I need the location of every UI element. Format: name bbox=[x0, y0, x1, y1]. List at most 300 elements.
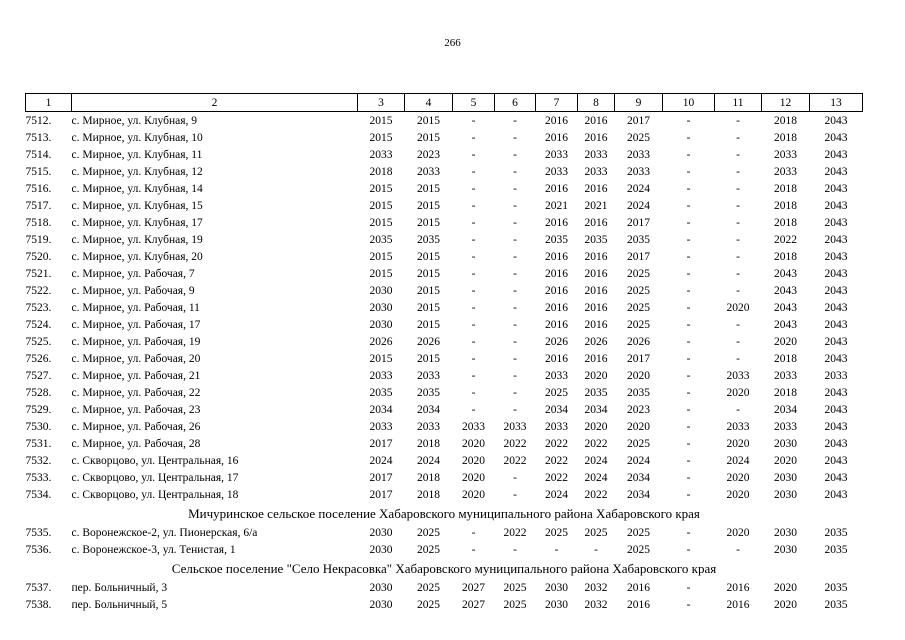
year-cell: 2043 bbox=[824, 216, 848, 229]
year-cell: 2035 bbox=[584, 233, 608, 246]
year-cell: - bbox=[471, 131, 476, 144]
year-cell: 2018 bbox=[417, 471, 440, 484]
year-cell: 2030 bbox=[545, 598, 568, 611]
year-cell: 2015 bbox=[369, 352, 393, 365]
year-cell: 2022 bbox=[584, 488, 608, 501]
table-row bbox=[26, 541, 863, 558]
year-cell: 2034 bbox=[545, 403, 568, 416]
year-cell: 2043 bbox=[824, 301, 848, 314]
year-cell: 2022 bbox=[774, 233, 797, 246]
year-cell: - bbox=[686, 420, 691, 433]
year-cell: 2033 bbox=[726, 369, 750, 382]
column-header: 8 bbox=[578, 94, 615, 112]
year-cell: - bbox=[686, 403, 691, 416]
table-row bbox=[26, 333, 863, 350]
year-cell: 2016 bbox=[584, 250, 608, 263]
year-cell: - bbox=[513, 352, 517, 365]
year-cell: 2024 bbox=[584, 471, 608, 484]
year-cell: 2034 bbox=[774, 403, 797, 416]
year-cell: - bbox=[736, 199, 740, 212]
year-cell: 2015 bbox=[369, 182, 393, 195]
table-row bbox=[26, 596, 863, 613]
row-number-cell: 7512. bbox=[25, 114, 52, 127]
year-cell: - bbox=[594, 543, 598, 556]
column-header: 2 bbox=[72, 94, 358, 112]
year-cell: 2015 bbox=[369, 267, 393, 280]
table-row bbox=[26, 248, 863, 265]
year-cell: 2033 bbox=[774, 369, 797, 382]
year-cell: 2015 bbox=[417, 216, 440, 229]
year-cell: - bbox=[471, 301, 476, 314]
year-cell: 2017 bbox=[627, 250, 650, 263]
year-cell: 2018 bbox=[774, 131, 797, 144]
year-cell: 2035 bbox=[417, 386, 440, 399]
address-cell: с. Мирное, ул. Рабочая, 19 bbox=[71, 335, 201, 348]
year-cell: 2015 bbox=[417, 114, 440, 127]
year-cell: 2025 bbox=[627, 526, 650, 539]
year-cell: - bbox=[513, 335, 517, 348]
year-cell: 2033 bbox=[774, 165, 797, 178]
year-cell: - bbox=[736, 318, 740, 331]
address-cell: с. Мирное, ул. Рабочая, 28 bbox=[71, 437, 201, 450]
year-cell: 2043 bbox=[774, 284, 797, 297]
year-cell: 2033 bbox=[584, 165, 608, 178]
year-cell: 2025 bbox=[584, 526, 608, 539]
row-number-cell: 7514. bbox=[25, 148, 52, 161]
row-number-cell: 7520. bbox=[25, 250, 52, 263]
year-cell: 2015 bbox=[417, 131, 440, 144]
page-number: 266 bbox=[444, 37, 461, 49]
year-cell: - bbox=[513, 233, 517, 246]
year-cell: 2043 bbox=[824, 420, 848, 433]
address-cell: с. Скворцово, ул. Центральная, 17 bbox=[71, 471, 239, 484]
year-cell: 2020 bbox=[726, 437, 750, 450]
table-row bbox=[26, 214, 863, 231]
table-row bbox=[26, 231, 863, 248]
year-cell: 2033 bbox=[417, 165, 440, 178]
year-cell: 2033 bbox=[462, 420, 485, 433]
year-cell: - bbox=[686, 543, 691, 556]
year-cell: 2033 bbox=[627, 148, 650, 161]
table-row bbox=[26, 299, 863, 316]
year-cell: - bbox=[471, 543, 476, 556]
column-header: 4 bbox=[405, 94, 453, 112]
year-cell: 2018 bbox=[417, 488, 440, 501]
year-cell: 2035 bbox=[584, 386, 608, 399]
year-cell: 2043 bbox=[824, 471, 848, 484]
year-cell: 2018 bbox=[369, 165, 393, 178]
year-cell: - bbox=[686, 216, 691, 229]
year-cell: 2016 bbox=[627, 581, 650, 594]
table-row bbox=[26, 384, 863, 401]
year-cell: 2033 bbox=[627, 165, 650, 178]
year-cell: 2022 bbox=[503, 454, 527, 467]
year-cell: 2020 bbox=[774, 454, 797, 467]
year-cell: 2030 bbox=[369, 598, 393, 611]
year-cell: 2025 bbox=[545, 386, 568, 399]
year-cell: - bbox=[513, 301, 517, 314]
row-number-cell: 7518. bbox=[25, 216, 52, 229]
year-cell: 2034 bbox=[369, 403, 393, 416]
year-cell: - bbox=[736, 165, 740, 178]
row-number-cell: 7513. bbox=[25, 131, 52, 144]
year-cell: 2033 bbox=[369, 148, 393, 161]
column-header: 5 bbox=[453, 94, 495, 112]
year-cell: - bbox=[736, 335, 740, 348]
row-number-cell: 7538. bbox=[25, 598, 52, 611]
year-cell: 2027 bbox=[462, 581, 485, 594]
row-number-cell: 7516. bbox=[25, 182, 52, 195]
year-cell: 2043 bbox=[824, 199, 848, 212]
year-cell: 2021 bbox=[584, 199, 608, 212]
year-cell: 2025 bbox=[627, 543, 650, 556]
year-cell: - bbox=[471, 386, 476, 399]
year-cell: 2020 bbox=[627, 420, 650, 433]
year-cell: 2025 bbox=[627, 301, 650, 314]
year-cell: 2026 bbox=[627, 335, 650, 348]
address-cell: с. Мирное, ул. Рабочая, 20 bbox=[71, 352, 201, 365]
year-cell: - bbox=[686, 318, 691, 331]
year-cell: 2034 bbox=[627, 488, 650, 501]
year-cell: 2020 bbox=[462, 488, 485, 501]
column-header: 13 bbox=[810, 94, 863, 112]
year-cell: 2016 bbox=[584, 301, 608, 314]
column-header: 10 bbox=[663, 94, 715, 112]
year-cell: 2033 bbox=[726, 420, 750, 433]
row-number-cell: 7531. bbox=[25, 437, 52, 450]
year-cell: 2032 bbox=[584, 598, 608, 611]
year-cell: 2020 bbox=[584, 420, 608, 433]
year-cell: - bbox=[554, 543, 559, 556]
year-cell: 2016 bbox=[584, 131, 608, 144]
year-cell: 2020 bbox=[462, 454, 485, 467]
year-cell: - bbox=[736, 284, 740, 297]
year-cell: - bbox=[686, 488, 691, 501]
year-cell: - bbox=[513, 403, 517, 416]
year-cell: - bbox=[471, 318, 476, 331]
year-cell: 2035 bbox=[824, 526, 848, 539]
year-cell: 2033 bbox=[545, 148, 568, 161]
year-cell: - bbox=[686, 598, 691, 611]
table-row bbox=[26, 180, 863, 197]
section-title: Сельское поселение "Село Некрасовка" Хабаровского муниципального района Хабаровского края bbox=[171, 561, 717, 576]
year-cell: 2030 bbox=[369, 526, 393, 539]
table-row bbox=[26, 197, 863, 214]
year-cell: - bbox=[736, 403, 740, 416]
year-cell: 2016 bbox=[584, 352, 608, 365]
year-cell: 2016 bbox=[726, 598, 750, 611]
row-number-cell: 7530. bbox=[25, 420, 52, 433]
year-cell: 2034 bbox=[584, 403, 608, 416]
table-body bbox=[26, 112, 863, 614]
table-row bbox=[26, 524, 863, 541]
year-cell: 2020 bbox=[726, 488, 750, 501]
section-heading-row bbox=[26, 558, 863, 579]
year-cell: 2017 bbox=[627, 216, 650, 229]
year-cell: - bbox=[471, 216, 476, 229]
year-cell: - bbox=[513, 114, 517, 127]
year-cell: 2025 bbox=[627, 437, 650, 450]
year-cell: - bbox=[471, 284, 476, 297]
row-number-cell: 7529. bbox=[25, 403, 52, 416]
year-cell: - bbox=[513, 386, 517, 399]
address-cell: с. Мирное, ул. Рабочая, 21 bbox=[71, 369, 201, 382]
year-cell: 2030 bbox=[369, 284, 393, 297]
row-number-cell: 7526. bbox=[25, 352, 52, 365]
address-cell: с. Мирное, ул. Рабочая, 26 bbox=[71, 420, 201, 433]
year-cell: 2017 bbox=[627, 352, 650, 365]
year-cell: 2020 bbox=[774, 581, 797, 594]
year-cell: 2018 bbox=[774, 352, 797, 365]
year-cell: 2033 bbox=[774, 420, 797, 433]
year-cell: - bbox=[513, 199, 517, 212]
year-cell: 2043 bbox=[824, 488, 848, 501]
year-cell: 2018 bbox=[774, 114, 797, 127]
address-cell: с. Скворцово, ул. Центральная, 18 bbox=[71, 488, 239, 501]
year-cell: 2032 bbox=[584, 581, 608, 594]
address-cell: пер. Больничный, 3 bbox=[71, 581, 168, 594]
column-header: 3 bbox=[358, 94, 405, 112]
year-cell: 2030 bbox=[369, 581, 393, 594]
row-number-cell: 7537. bbox=[25, 581, 52, 594]
year-cell: - bbox=[471, 267, 476, 280]
year-cell: 2043 bbox=[774, 318, 797, 331]
table-row bbox=[26, 435, 863, 452]
address-cell: с. Мирное, ул. Рабочая, 7 bbox=[71, 267, 195, 280]
year-cell: 2030 bbox=[369, 301, 393, 314]
year-cell: 2024 bbox=[627, 182, 650, 195]
year-cell: 2033 bbox=[369, 369, 393, 382]
table-row bbox=[26, 367, 863, 384]
table-row bbox=[26, 486, 863, 503]
year-cell: - bbox=[471, 369, 476, 382]
year-cell: 2024 bbox=[545, 488, 568, 501]
year-cell: 2015 bbox=[417, 267, 440, 280]
year-cell: 2015 bbox=[417, 301, 440, 314]
year-cell: - bbox=[686, 131, 691, 144]
year-cell: 2034 bbox=[417, 403, 440, 416]
year-cell: 2016 bbox=[584, 284, 608, 297]
year-cell: 2015 bbox=[369, 250, 393, 263]
year-cell: 2016 bbox=[545, 182, 568, 195]
header-row bbox=[26, 94, 863, 112]
year-cell: - bbox=[471, 403, 476, 416]
table-row bbox=[26, 401, 863, 418]
year-cell: 2043 bbox=[824, 318, 848, 331]
year-cell: 2021 bbox=[545, 199, 568, 212]
year-cell: 2035 bbox=[369, 233, 393, 246]
year-cell: - bbox=[686, 182, 691, 195]
year-cell: 2015 bbox=[417, 284, 440, 297]
year-cell: - bbox=[513, 369, 517, 382]
year-cell: 2043 bbox=[824, 284, 848, 297]
year-cell: 2043 bbox=[824, 131, 848, 144]
year-cell: 2016 bbox=[545, 250, 568, 263]
year-cell: 2043 bbox=[824, 386, 848, 399]
address-cell: с. Мирное, ул. Рабочая, 11 bbox=[71, 301, 200, 314]
address-cell: с. Мирное, ул. Клубная, 15 bbox=[71, 199, 203, 212]
year-cell: - bbox=[736, 352, 740, 365]
year-cell: - bbox=[513, 131, 517, 144]
year-cell: 2026 bbox=[584, 335, 608, 348]
address-cell: с. Мирное, ул. Рабочая, 22 bbox=[71, 386, 201, 399]
year-cell: 2016 bbox=[584, 114, 608, 127]
year-cell: - bbox=[513, 216, 517, 229]
year-cell: 2016 bbox=[545, 267, 568, 280]
year-cell: 2025 bbox=[417, 598, 440, 611]
year-cell: 2015 bbox=[417, 352, 440, 365]
table-row bbox=[26, 265, 863, 282]
year-cell: 2043 bbox=[824, 267, 848, 280]
column-header: 12 bbox=[762, 94, 810, 112]
year-cell: 2033 bbox=[824, 369, 848, 382]
row-number-cell: 7527. bbox=[25, 369, 52, 382]
year-cell: 2017 bbox=[369, 488, 393, 501]
year-cell: 2026 bbox=[545, 335, 568, 348]
year-cell: - bbox=[736, 233, 740, 246]
table-header bbox=[26, 94, 863, 112]
year-cell: 2030 bbox=[774, 488, 797, 501]
year-cell: 2016 bbox=[545, 352, 568, 365]
year-cell: 2027 bbox=[462, 598, 485, 611]
year-cell: - bbox=[686, 386, 691, 399]
row-number-cell: 7532. bbox=[25, 454, 52, 467]
year-cell: - bbox=[736, 148, 740, 161]
year-cell: 2016 bbox=[545, 301, 568, 314]
year-cell: 2024 bbox=[369, 454, 393, 467]
section-heading-row bbox=[26, 503, 863, 524]
year-cell: 2030 bbox=[774, 526, 797, 539]
year-cell: - bbox=[513, 284, 517, 297]
year-cell: 2015 bbox=[417, 318, 440, 331]
row-number-cell: 7523. bbox=[25, 301, 52, 314]
year-cell: 2033 bbox=[545, 165, 568, 178]
address-cell: с. Мирное, ул. Клубная, 10 bbox=[71, 131, 203, 144]
year-cell: - bbox=[686, 581, 691, 594]
year-cell: - bbox=[686, 437, 691, 450]
year-cell: - bbox=[736, 267, 740, 280]
year-cell: 2043 bbox=[824, 352, 848, 365]
year-cell: 2016 bbox=[545, 114, 568, 127]
year-cell: 2020 bbox=[627, 369, 650, 382]
year-cell: 2043 bbox=[824, 148, 848, 161]
year-cell: 2016 bbox=[584, 318, 608, 331]
year-cell: 2025 bbox=[417, 526, 440, 539]
year-cell: 2020 bbox=[726, 386, 750, 399]
year-cell: 2016 bbox=[545, 216, 568, 229]
row-number-cell: 7528. bbox=[25, 386, 52, 399]
row-number-cell: 7521. bbox=[25, 267, 52, 280]
year-cell: 2033 bbox=[417, 420, 440, 433]
year-cell: 2018 bbox=[774, 182, 797, 195]
year-cell: 2025 bbox=[627, 284, 650, 297]
address-cell: с. Мирное, ул. Рабочая, 9 bbox=[71, 284, 195, 297]
year-cell: 2022 bbox=[545, 454, 568, 467]
year-cell: 2035 bbox=[545, 233, 568, 246]
year-cell: 2020 bbox=[726, 471, 750, 484]
year-cell: - bbox=[686, 267, 691, 280]
address-cell: с. Мирное, ул. Рабочая, 17 bbox=[71, 318, 201, 331]
year-cell: - bbox=[471, 148, 476, 161]
row-number-cell: 7515. bbox=[25, 165, 52, 178]
year-cell: 2024 bbox=[726, 454, 750, 467]
row-number-cell: 7533. bbox=[25, 471, 52, 484]
year-cell: - bbox=[513, 250, 517, 263]
table-row bbox=[26, 129, 863, 146]
row-number-cell: 7525. bbox=[25, 335, 52, 348]
year-cell: 2018 bbox=[774, 216, 797, 229]
year-cell: 2015 bbox=[369, 199, 393, 212]
year-cell: 2022 bbox=[545, 437, 568, 450]
year-cell: 2015 bbox=[417, 182, 440, 195]
year-cell: 2024 bbox=[417, 454, 440, 467]
year-cell: 2017 bbox=[627, 114, 650, 127]
year-cell: 2015 bbox=[369, 114, 393, 127]
year-cell: 2025 bbox=[627, 131, 650, 144]
year-cell: 2034 bbox=[627, 471, 650, 484]
year-cell: 2020 bbox=[584, 369, 608, 382]
year-cell: 2016 bbox=[627, 598, 650, 611]
table-row bbox=[26, 579, 863, 596]
address-cell: с. Мирное, ул. Клубная, 20 bbox=[71, 250, 203, 263]
year-cell: - bbox=[686, 148, 691, 161]
year-cell: - bbox=[513, 543, 517, 556]
year-cell: - bbox=[471, 114, 476, 127]
address-cell: с. Мирное, ул. Клубная, 14 bbox=[71, 182, 203, 195]
address-cell: с. Мирное, ул. Клубная, 19 bbox=[71, 233, 203, 246]
year-cell: 2020 bbox=[462, 437, 485, 450]
year-cell: 2017 bbox=[369, 471, 393, 484]
year-cell: 2043 bbox=[774, 267, 797, 280]
year-cell: 2033 bbox=[545, 369, 568, 382]
year-cell: 2043 bbox=[824, 403, 848, 416]
year-cell: 2022 bbox=[584, 437, 608, 450]
table-row bbox=[26, 282, 863, 299]
year-cell: - bbox=[513, 165, 517, 178]
year-cell: 2043 bbox=[824, 250, 848, 263]
year-cell: - bbox=[513, 488, 517, 501]
year-cell: 2026 bbox=[369, 335, 393, 348]
year-cell: - bbox=[513, 182, 517, 195]
year-cell: 2030 bbox=[369, 543, 393, 556]
year-cell: - bbox=[513, 148, 517, 161]
year-cell: - bbox=[736, 114, 740, 127]
year-cell: 2025 bbox=[503, 581, 527, 594]
year-cell: 2043 bbox=[824, 335, 848, 348]
year-cell: - bbox=[686, 335, 691, 348]
year-cell: - bbox=[471, 165, 476, 178]
year-cell: 2025 bbox=[503, 598, 527, 611]
year-cell: - bbox=[736, 543, 740, 556]
address-cell: пер. Больничный, 5 bbox=[71, 598, 168, 611]
table-row bbox=[26, 350, 863, 367]
year-cell: 2035 bbox=[824, 581, 848, 594]
year-cell: 2024 bbox=[584, 454, 608, 467]
year-cell: - bbox=[471, 335, 476, 348]
column-header: 6 bbox=[495, 94, 536, 112]
year-cell: 2018 bbox=[774, 250, 797, 263]
year-cell: 2025 bbox=[545, 526, 568, 539]
year-cell: 2033 bbox=[774, 148, 797, 161]
column-header: 9 bbox=[615, 94, 663, 112]
year-cell: 2018 bbox=[774, 199, 797, 212]
year-cell: 2022 bbox=[545, 471, 568, 484]
year-cell: 2020 bbox=[726, 526, 750, 539]
year-cell: 2035 bbox=[627, 386, 650, 399]
year-cell: - bbox=[686, 114, 691, 127]
year-cell: 2025 bbox=[417, 543, 440, 556]
year-cell: 2015 bbox=[417, 199, 440, 212]
